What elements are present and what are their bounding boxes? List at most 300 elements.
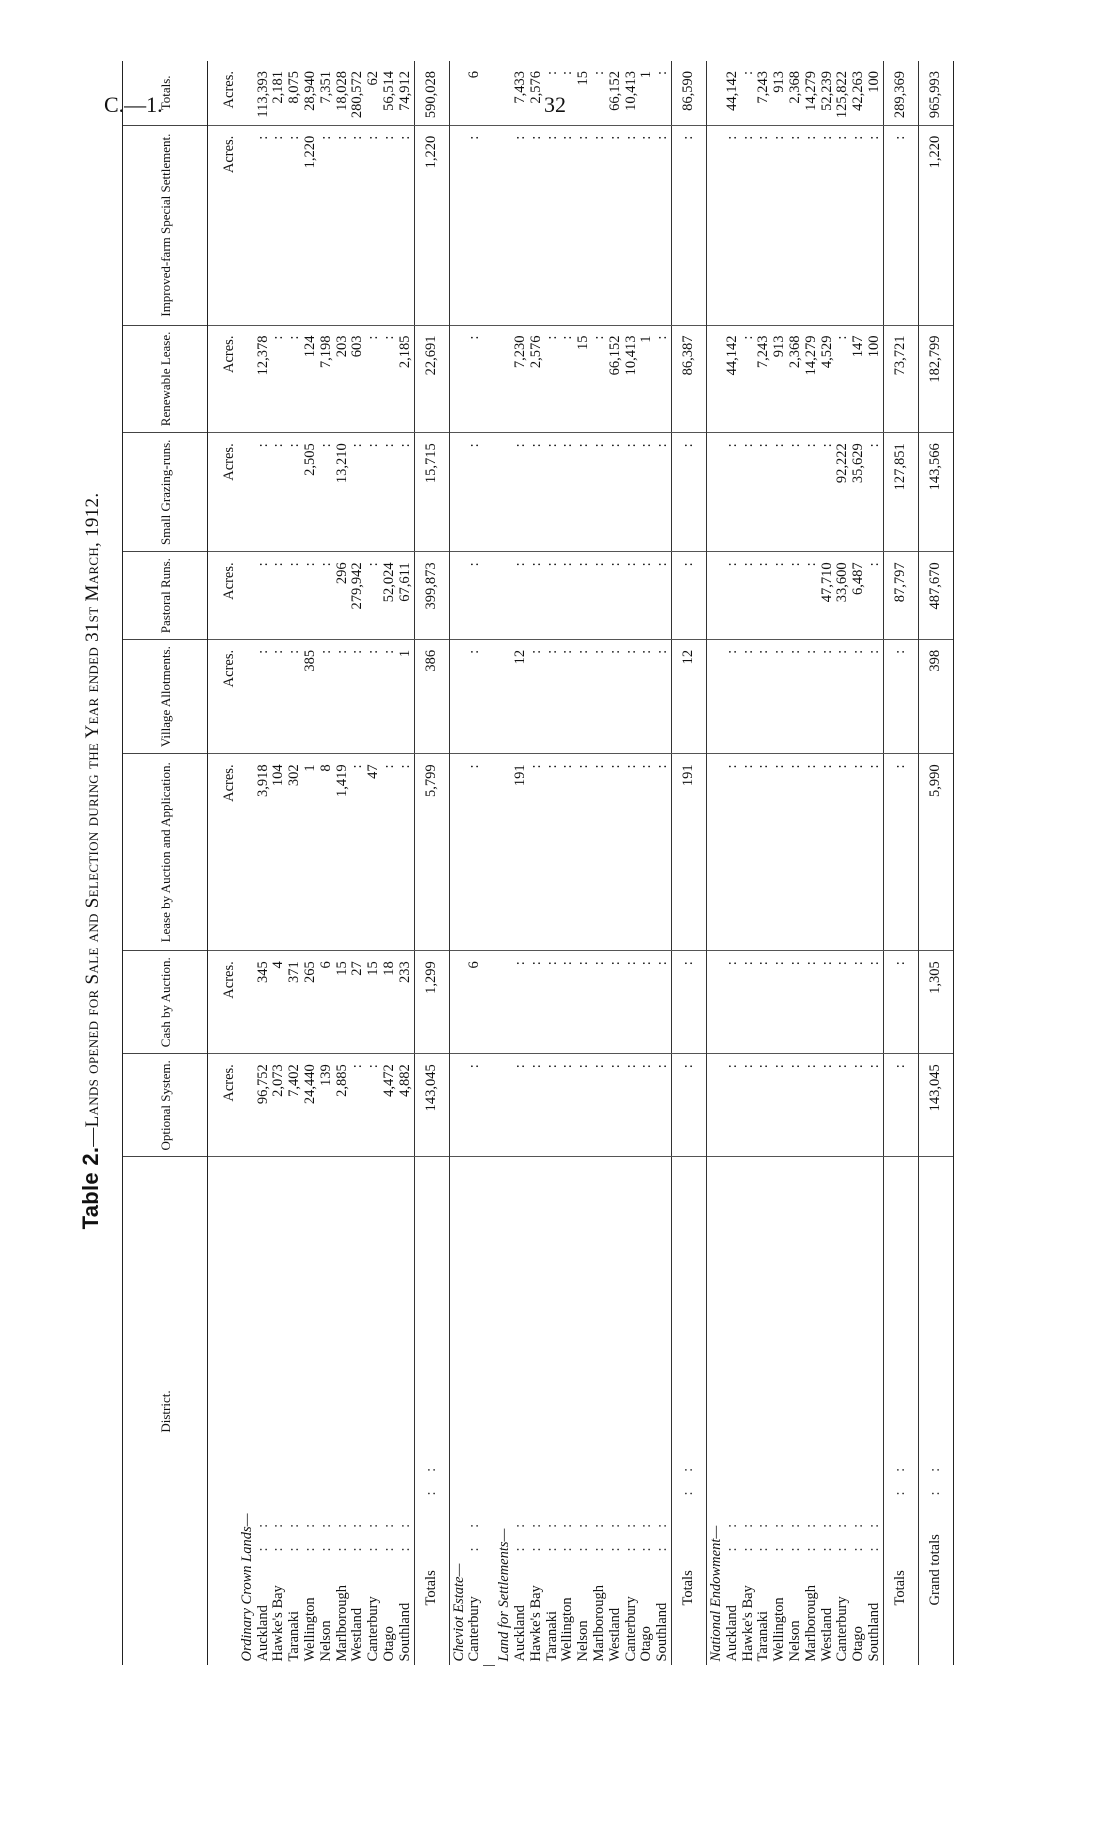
units-cell: Acres.: [208, 125, 238, 325]
value-cell: :: [287, 552, 303, 640]
total-cell: :: [883, 639, 918, 754]
value-cell: :: [820, 951, 836, 1054]
totals-label: [414, 1157, 449, 1666]
district-name: Otago: [638, 1626, 655, 1662]
col-improved-farm: Improved-farm Special Settlement.: [123, 125, 208, 325]
value-cell: 100: [867, 325, 883, 433]
value-cell: :: [545, 754, 561, 951]
district-name: Southland: [396, 1602, 413, 1662]
district-cell: [788, 1157, 804, 1666]
value-cell: 2,073: [271, 1054, 287, 1157]
district-cell: [271, 1157, 287, 1666]
grand-total-cell: 1,305: [918, 951, 953, 1054]
value-cell: :: [655, 125, 671, 325]
value-cell: :: [576, 951, 592, 1054]
value-cell: :: [271, 325, 287, 433]
value-cell: 125,822: [835, 61, 851, 125]
value-cell: :: [772, 639, 788, 754]
header-row: [123, 61, 208, 1666]
value-cell: :: [560, 125, 576, 325]
value-cell: :: [655, 325, 671, 433]
district-name: Wellington: [559, 1597, 576, 1662]
value-cell: 15: [576, 325, 592, 433]
dot-leader: : :: [834, 1515, 851, 1552]
value-cell: :: [592, 61, 608, 125]
value-cell: :: [382, 125, 398, 325]
value-cell: 35,629: [851, 433, 867, 552]
value-cell: 96,752: [256, 1054, 272, 1157]
value-cell: :: [639, 639, 655, 754]
total-cell: 143,045: [414, 1054, 449, 1157]
value-cell: :: [820, 639, 836, 754]
value-cell: :: [529, 1054, 545, 1157]
empty-cell: [483, 125, 495, 325]
district-cell: [319, 1157, 335, 1666]
value-cell: :: [741, 951, 757, 1054]
value-cell: 52,024: [382, 552, 398, 640]
value-cell: :: [350, 1054, 366, 1157]
value-cell: 100: [867, 61, 883, 125]
empty-cell: [706, 754, 724, 951]
value-cell: :: [256, 552, 272, 640]
value-cell: :: [867, 951, 883, 1054]
value-cell: :: [851, 1054, 867, 1157]
district-cell: [608, 1157, 624, 1666]
total-cell: :: [883, 951, 918, 1054]
dot-leader: : :: [850, 1515, 867, 1552]
value-cell: :: [382, 639, 398, 754]
value-cell: :: [788, 639, 804, 754]
value-cell: 2,576: [529, 325, 545, 433]
value-cell: :: [319, 433, 335, 552]
district-name: Southland: [865, 1602, 882, 1662]
value-cell: :: [513, 552, 529, 640]
value-cell: :: [741, 61, 757, 125]
grand-total-cell: 965,993: [918, 61, 953, 125]
grand-total-cell: 5,990: [918, 754, 953, 951]
value-cell: :: [256, 639, 272, 754]
value-cell: :: [772, 754, 788, 951]
value-cell: :: [608, 433, 624, 552]
grand-total-cell: 143,045: [918, 1054, 953, 1157]
table-row: [804, 61, 820, 1666]
value-cell: :: [545, 1054, 561, 1157]
dot-leader: : :: [527, 1515, 544, 1552]
value-cell: :: [545, 951, 561, 1054]
district-cell: [398, 1157, 414, 1666]
value-cell: :: [529, 951, 545, 1054]
table-row: [382, 61, 398, 1666]
value-cell: 6: [319, 951, 335, 1054]
value-cell: :: [382, 325, 398, 433]
value-cell: :: [725, 125, 741, 325]
dot-leader: : :: [466, 1515, 483, 1552]
total-cell: 399,873: [414, 552, 449, 640]
district-cell: [382, 1157, 398, 1666]
total-cell: 590,028: [414, 61, 449, 125]
totals-label: [671, 1157, 706, 1666]
col-totals: Totals.: [123, 61, 208, 125]
value-cell: :: [545, 61, 561, 125]
value-cell: :: [772, 951, 788, 1054]
group-heading-row: [449, 61, 467, 1666]
empty-cell: [495, 951, 513, 1054]
grand-total-cell: 182,799: [918, 325, 953, 433]
table-row: [788, 61, 804, 1666]
empty-cell: [706, 552, 724, 640]
table-row: [820, 61, 836, 1666]
value-cell: :: [271, 125, 287, 325]
value-cell: :: [851, 754, 867, 951]
district-cell: [639, 1157, 655, 1666]
value-cell: 113,393: [256, 61, 272, 125]
value-cell: :: [467, 754, 483, 951]
units-cell: Acres.: [208, 951, 238, 1054]
value-cell: 14,279: [804, 325, 820, 433]
units-cell: Acres.: [208, 754, 238, 951]
district-name: Canterbury: [466, 1596, 483, 1662]
page-number: 32: [544, 92, 566, 117]
empty-cell: [449, 552, 467, 640]
empty-cell: [495, 639, 513, 754]
value-cell: :: [624, 433, 640, 552]
value-cell: :: [592, 325, 608, 433]
total-cell: 191: [671, 754, 706, 951]
value-cell: 233: [398, 951, 414, 1054]
value-cell: 12: [513, 639, 529, 754]
empty-cell: [238, 433, 256, 552]
total-cell: :: [883, 754, 918, 951]
value-cell: :: [756, 125, 772, 325]
grand-total-cell: 143,566: [918, 433, 953, 552]
district-name: Taranaki: [755, 1610, 772, 1662]
value-cell: :: [741, 325, 757, 433]
district-cell: [366, 1157, 382, 1666]
total-cell: 127,851: [883, 433, 918, 552]
value-cell: 4: [271, 951, 287, 1054]
empty-cell: [495, 754, 513, 951]
empty-cell: [495, 125, 513, 325]
value-cell: 7,351: [319, 61, 335, 125]
dot-leader: : :: [680, 1459, 697, 1496]
value-cell: :: [725, 552, 741, 640]
value-cell: :: [788, 433, 804, 552]
district-name: Wellington: [771, 1597, 788, 1662]
empty-cell: [238, 1054, 256, 1157]
district-name: Otago: [850, 1626, 867, 1662]
district-name: Canterbury: [365, 1596, 382, 1662]
empty-cell: [449, 125, 467, 325]
total-cell: :: [671, 951, 706, 1054]
units-cell: Acres.: [208, 433, 238, 552]
value-cell: :: [741, 639, 757, 754]
value-cell: 4,472: [382, 1054, 398, 1157]
table-row: [867, 61, 883, 1666]
value-cell: 2,368: [788, 61, 804, 125]
value-cell: :: [820, 754, 836, 951]
value-cell: 24,440: [303, 1054, 319, 1157]
district-name: Westland: [349, 1607, 366, 1662]
value-cell: :: [639, 433, 655, 552]
col-village-allotments: Village Allotments.: [123, 639, 208, 754]
district-name: Taranaki: [543, 1610, 560, 1662]
district-cell: [867, 1157, 883, 1666]
dot-leader: : :: [891, 1459, 908, 1496]
district-name: Nelson: [575, 1620, 592, 1662]
district-cell: [560, 1157, 576, 1666]
value-cell: :: [867, 125, 883, 325]
value-cell: 12,378: [256, 325, 272, 433]
value-cell: 8,075: [287, 61, 303, 125]
value-cell: :: [835, 951, 851, 1054]
value-cell: :: [513, 433, 529, 552]
table-row: [467, 61, 483, 1666]
group-heading: National Endowment—: [707, 1525, 724, 1662]
total-cell: :: [671, 552, 706, 640]
table-row: [350, 61, 366, 1666]
value-cell: :: [608, 951, 624, 1054]
col-district: District.: [123, 1157, 208, 1666]
value-cell: 28,940: [303, 61, 319, 125]
value-cell: 6: [467, 61, 483, 125]
value-cell: 104: [271, 754, 287, 951]
group-spacer: [483, 61, 495, 1666]
value-cell: :: [772, 1054, 788, 1157]
value-cell: 2,505: [303, 433, 319, 552]
district-cell: [655, 1157, 671, 1666]
district-name: Hawke's Bay: [527, 1585, 544, 1662]
units-cell: Acres.: [208, 1054, 238, 1157]
empty-cell: [483, 951, 495, 1054]
district-cell: [741, 1157, 757, 1666]
total-cell: 1,299: [414, 951, 449, 1054]
units-district-cell: [208, 1157, 238, 1666]
table-row: [287, 61, 303, 1666]
value-cell: :: [467, 433, 483, 552]
value-cell: :: [382, 433, 398, 552]
value-cell: :: [624, 754, 640, 951]
value-cell: :: [576, 552, 592, 640]
value-cell: :: [655, 951, 671, 1054]
value-cell: :: [655, 61, 671, 125]
value-cell: 2,885: [335, 1054, 351, 1157]
grand-total-cell: 487,670: [918, 552, 953, 640]
group-heading: Land for Settlements—: [496, 1528, 513, 1662]
value-cell: :: [655, 639, 671, 754]
district-cell: [256, 1157, 272, 1666]
table-title: [78, 61, 104, 1661]
value-cell: :: [788, 951, 804, 1054]
value-cell: :: [366, 639, 382, 754]
value-cell: 191: [513, 754, 529, 951]
value-cell: 1: [398, 639, 414, 754]
value-cell: :: [560, 552, 576, 640]
value-cell: :: [608, 754, 624, 951]
value-cell: 913: [772, 325, 788, 433]
value-cell: :: [835, 325, 851, 433]
district-name: Marlborough: [333, 1584, 350, 1662]
value-cell: :: [592, 125, 608, 325]
value-cell: :: [576, 639, 592, 754]
grand-total-cell: 398: [918, 639, 953, 754]
dot-leader: : :: [286, 1515, 303, 1552]
value-cell: :: [639, 754, 655, 951]
value-cell: :: [867, 754, 883, 951]
value-cell: :: [366, 552, 382, 640]
empty-cell: [495, 552, 513, 640]
value-cell: :: [624, 1054, 640, 1157]
empty-cell: [706, 433, 724, 552]
grand-totals-label: [918, 1157, 953, 1666]
value-cell: :: [467, 1054, 483, 1157]
total-cell: :: [671, 1054, 706, 1157]
value-cell: 7,243: [756, 61, 772, 125]
dot-leader: : :: [755, 1515, 772, 1552]
total-cell: :: [883, 125, 918, 325]
value-cell: :: [624, 125, 640, 325]
value-cell: 15: [576, 61, 592, 125]
units-row: [208, 61, 238, 1666]
value-cell: 2,181: [271, 61, 287, 125]
dot-leader: : :: [254, 1515, 271, 1552]
value-cell: :: [804, 951, 820, 1054]
value-cell: :: [592, 754, 608, 951]
dot-leader: : :: [559, 1515, 576, 1552]
value-cell: 44,142: [725, 325, 741, 433]
table-row: [639, 61, 655, 1666]
value-cell: :: [804, 125, 820, 325]
value-cell: :: [639, 1054, 655, 1157]
value-cell: 67,611: [398, 552, 414, 640]
empty-cell: [706, 1054, 724, 1157]
empty-cell: [706, 325, 724, 433]
value-cell: :: [287, 433, 303, 552]
empty-cell: [449, 951, 467, 1054]
value-cell: 92,222: [835, 433, 851, 552]
col-optional-system: Optional System.: [123, 1054, 208, 1157]
empty-cell: [483, 325, 495, 433]
total-cell: :: [671, 125, 706, 325]
dot-leader: : :: [511, 1515, 528, 1552]
total-cell: 5,799: [414, 754, 449, 951]
value-cell: 603: [350, 325, 366, 433]
table-row: [851, 61, 867, 1666]
value-cell: :: [725, 639, 741, 754]
district-cell: [756, 1157, 772, 1666]
value-cell: :: [545, 325, 561, 433]
value-cell: 3,918: [256, 754, 272, 951]
total-cell: 22,691: [414, 325, 449, 433]
value-cell: :: [576, 125, 592, 325]
value-cell: :: [741, 552, 757, 640]
empty-cell: [238, 125, 256, 325]
col-pastoral-runs: Pastoral Runs.: [123, 552, 208, 640]
value-cell: :: [788, 552, 804, 640]
empty-cell: [238, 639, 256, 754]
value-cell: :: [256, 433, 272, 552]
totals-text: Totals: [891, 1570, 908, 1606]
value-cell: :: [592, 433, 608, 552]
value-cell: :: [756, 1054, 772, 1157]
col-renewable-lease: Renewable Lease.: [123, 325, 208, 433]
value-cell: 2,185: [398, 325, 414, 433]
table-row: [398, 61, 414, 1666]
value-cell: :: [467, 639, 483, 754]
dot-leader: : :: [270, 1515, 287, 1552]
total-cell: 386: [414, 639, 449, 754]
table-row: [335, 61, 351, 1666]
value-cell: :: [756, 951, 772, 1054]
group-heading-row: [238, 61, 256, 1666]
group-heading: Ordinary Crown Lands—: [238, 1513, 255, 1662]
value-cell: :: [804, 433, 820, 552]
table-label: Table 2.: [78, 1146, 103, 1230]
value-cell: :: [576, 754, 592, 951]
value-cell: :: [867, 552, 883, 640]
value-cell: 62: [366, 61, 382, 125]
dot-leader: : :: [575, 1515, 592, 1552]
total-cell: :: [883, 1054, 918, 1157]
empty-cell: [706, 639, 724, 754]
units-cell: Acres.: [208, 639, 238, 754]
dot-leader: : :: [349, 1515, 366, 1552]
value-cell: :: [467, 125, 483, 325]
value-cell: :: [513, 125, 529, 325]
lands-table: [122, 61, 954, 1666]
value-cell: 14,279: [804, 61, 820, 125]
district-name: Taranaki: [286, 1610, 303, 1662]
value-cell: 124: [303, 325, 319, 433]
empty-cell: [483, 1157, 495, 1666]
value-cell: 33,600: [835, 552, 851, 640]
dot-leader: : :: [317, 1515, 334, 1552]
value-cell: :: [319, 639, 335, 754]
value-cell: :: [804, 639, 820, 754]
value-cell: 1: [639, 325, 655, 433]
district-name: Hawke's Bay: [270, 1585, 287, 1662]
total-cell: :: [671, 433, 706, 552]
empty-cell: [495, 433, 513, 552]
total-cell: 86,387: [671, 325, 706, 433]
value-cell: :: [382, 754, 398, 951]
district-name: Otago: [380, 1626, 397, 1662]
value-cell: :: [319, 552, 335, 640]
value-cell: :: [804, 1054, 820, 1157]
district-cell: [851, 1157, 867, 1666]
value-cell: :: [350, 754, 366, 951]
value-cell: :: [592, 1054, 608, 1157]
value-cell: :: [655, 552, 671, 640]
district-cell: [467, 1157, 483, 1666]
value-cell: :: [335, 125, 351, 325]
col-small-grazing-runs: Small Grazing-runs.: [123, 433, 208, 552]
value-cell: :: [756, 639, 772, 754]
table-row: [772, 61, 788, 1666]
value-cell: 18: [382, 951, 398, 1054]
grand-totals-row: [918, 61, 953, 1666]
value-cell: 6: [467, 951, 483, 1054]
value-cell: 18,028: [335, 61, 351, 125]
value-cell: 66,152: [608, 61, 624, 125]
district-name: Wellington: [301, 1597, 318, 1662]
table-row: [725, 61, 741, 1666]
table-row: [271, 61, 287, 1666]
group-heading-row: [495, 61, 513, 1666]
district-cell: [513, 1157, 529, 1666]
value-cell: :: [624, 552, 640, 640]
value-cell: :: [366, 125, 382, 325]
dot-leader: : :: [543, 1515, 560, 1552]
